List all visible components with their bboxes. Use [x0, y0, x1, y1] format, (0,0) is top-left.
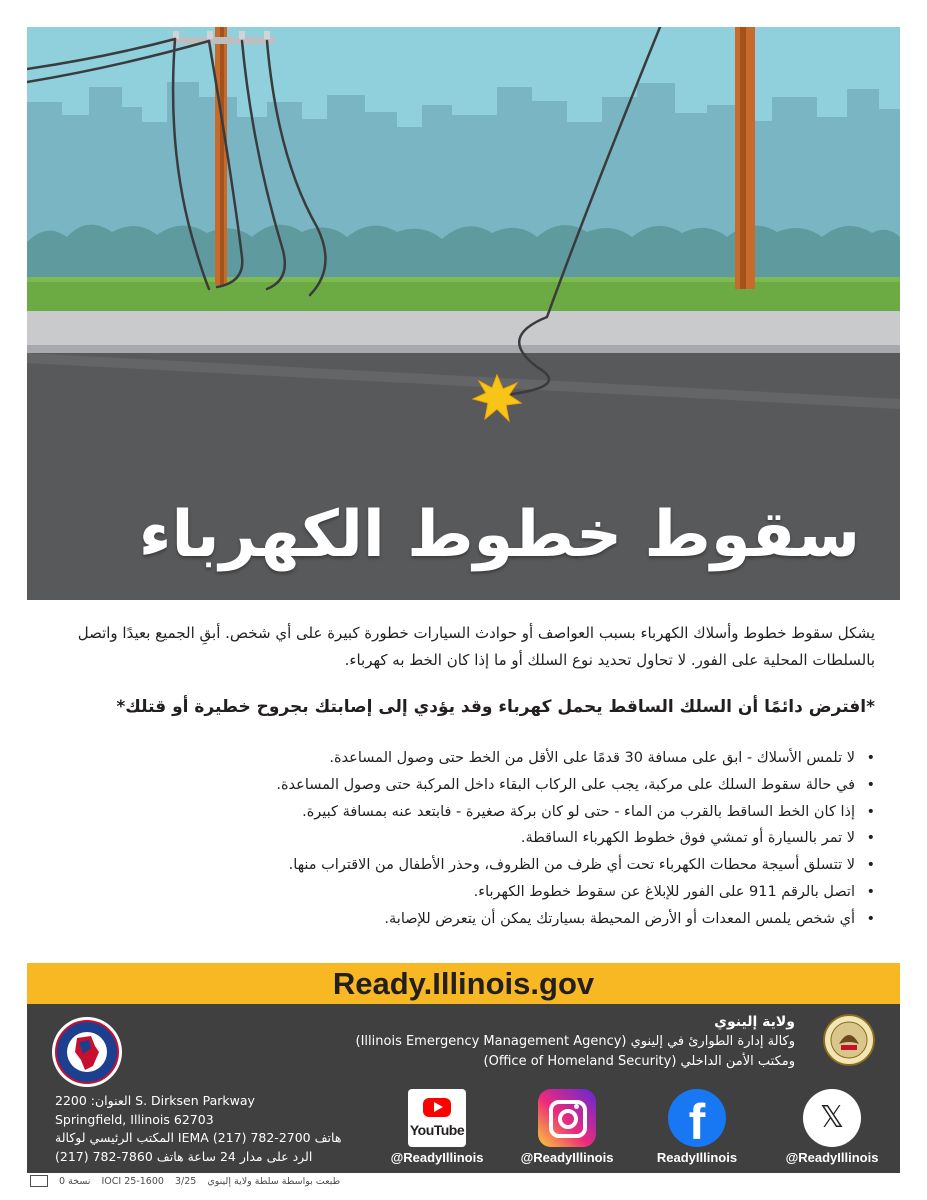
youtube-icon[interactable]: [408, 1089, 466, 1147]
print-authority: طبعت بواسطة سلطة ولاية إلينوي: [207, 1175, 341, 1187]
footer: [27, 1004, 900, 1173]
instagram-icon[interactable]: [538, 1089, 596, 1147]
list-item: • لا تلمس الأسلاك - ابق على مسافة 30 قدمًا على الأقل من الخط حتى وصول المساعدة.: [40, 745, 875, 772]
list-item: • في حالة سقوط السلك على مركبة، يجب على الركاب البقاء داخل المركبة حتى وصول المساعدة.: [40, 772, 875, 799]
hotline-phone: الرد على مدار 24 ساعة هاتف 7860-782 (217): [55, 1148, 313, 1164]
list-item: • أي شخص يلمس المعدات أو الأرض المحيطة بسيارتك يمكن أن يتعرض للإصابة.: [40, 906, 875, 933]
state-name: ولاية إلينوي: [714, 1014, 795, 1030]
list-item: • اتصل بالرقم 911 على الفور للإبلاغ عن سقوط خطوط الكهرباء.: [40, 879, 875, 906]
x-glyph: 𝕏: [819, 1100, 845, 1135]
website-link[interactable]: Ready.Illinois.gov: [332, 966, 595, 1001]
facebook-glyph: f: [688, 1094, 706, 1147]
warning-statement: *افترض دائمًا أن السلك الساقط يحمل كهرباء وقد يؤدي إلى إصابتك بجروح خطيرة أو قتلك*: [116, 697, 875, 717]
page-title: سقوط خطوط الكهرباء: [138, 498, 860, 572]
print-code: IOCI 25-1600: [101, 1175, 164, 1187]
facebook-handle[interactable]: ReadyIllinois: [656, 1150, 738, 1165]
agency-name: وكالة إدارة الطوارئ في إلينوي (Illinois Emergency Management Agency): [355, 1034, 795, 1049]
homeland-security-office: ومكتب الأمن الداخلي (Office of Homeland Security): [483, 1054, 795, 1069]
social-instagram[interactable]: [512, 1089, 622, 1165]
address-city: Springfield, Illinois 62703: [55, 1111, 214, 1127]
list-item: • إذا كان الخط الساقط بالقرب من الماء - حتى لو كان بركة صغيرة - فابتعد عنه بمسافة كبيرة.: [40, 799, 875, 826]
instagram-handle[interactable]: @ReadyIllinois: [520, 1150, 614, 1165]
union-bug-icon: [30, 1175, 48, 1187]
main-office-phone: المكتب الرئيسي لوكالة IEMA هاتف 2700-782 (217): [55, 1130, 342, 1145]
intro-paragraph: يشكل سقوط خطوط وأسلاك الكهرباء بسبب العواصف أو حوادث السيارات خطورة كبيرة على أي شخص. أبقِ الجميع بعيدًا واتصل بالسلطات المحلية على الفور. لا تحاول تحديد نوع السلك أو ما إذا كان الخط به كهرباء.: [77, 624, 875, 669]
print-info: [30, 1175, 348, 1187]
facebook-icon[interactable]: [668, 1089, 726, 1147]
illinois-state-seal-icon: [823, 1014, 875, 1066]
list-item: • لا تمر بالسيارة أو تمشي فوق خطوط الكهرباء الساقطة.: [40, 825, 875, 852]
hero-illustration: [27, 27, 900, 600]
website-banner: [27, 963, 900, 1004]
youtube-handle[interactable]: @ReadyIllinois: [390, 1150, 484, 1165]
list-item: • لا تتسلق أسيجة محطات الكهرباء تحت أي ظرف من الظروف، وحذر الأطفال من الاقتراب منها.: [40, 852, 875, 879]
print-copies: 0 نسخة: [59, 1175, 91, 1187]
address-street: العنوان: 2200 S. Dirksen Parkway: [55, 1093, 255, 1108]
social-youtube[interactable]: [382, 1089, 492, 1165]
x-handle[interactable]: @ReadyIllinois: [785, 1150, 879, 1165]
utility-pole-right: [735, 27, 755, 289]
contact-address: [55, 1092, 341, 1166]
safety-tips-list: [40, 745, 875, 933]
agency-info: [356, 1012, 795, 1072]
social-x[interactable]: [777, 1089, 887, 1165]
iema-seal-icon: [51, 1016, 123, 1088]
youtube-wordmark: YouTube: [409, 1122, 465, 1138]
x-icon[interactable]: [803, 1089, 861, 1147]
print-date: 3/25: [174, 1175, 197, 1187]
social-facebook[interactable]: [642, 1089, 752, 1165]
